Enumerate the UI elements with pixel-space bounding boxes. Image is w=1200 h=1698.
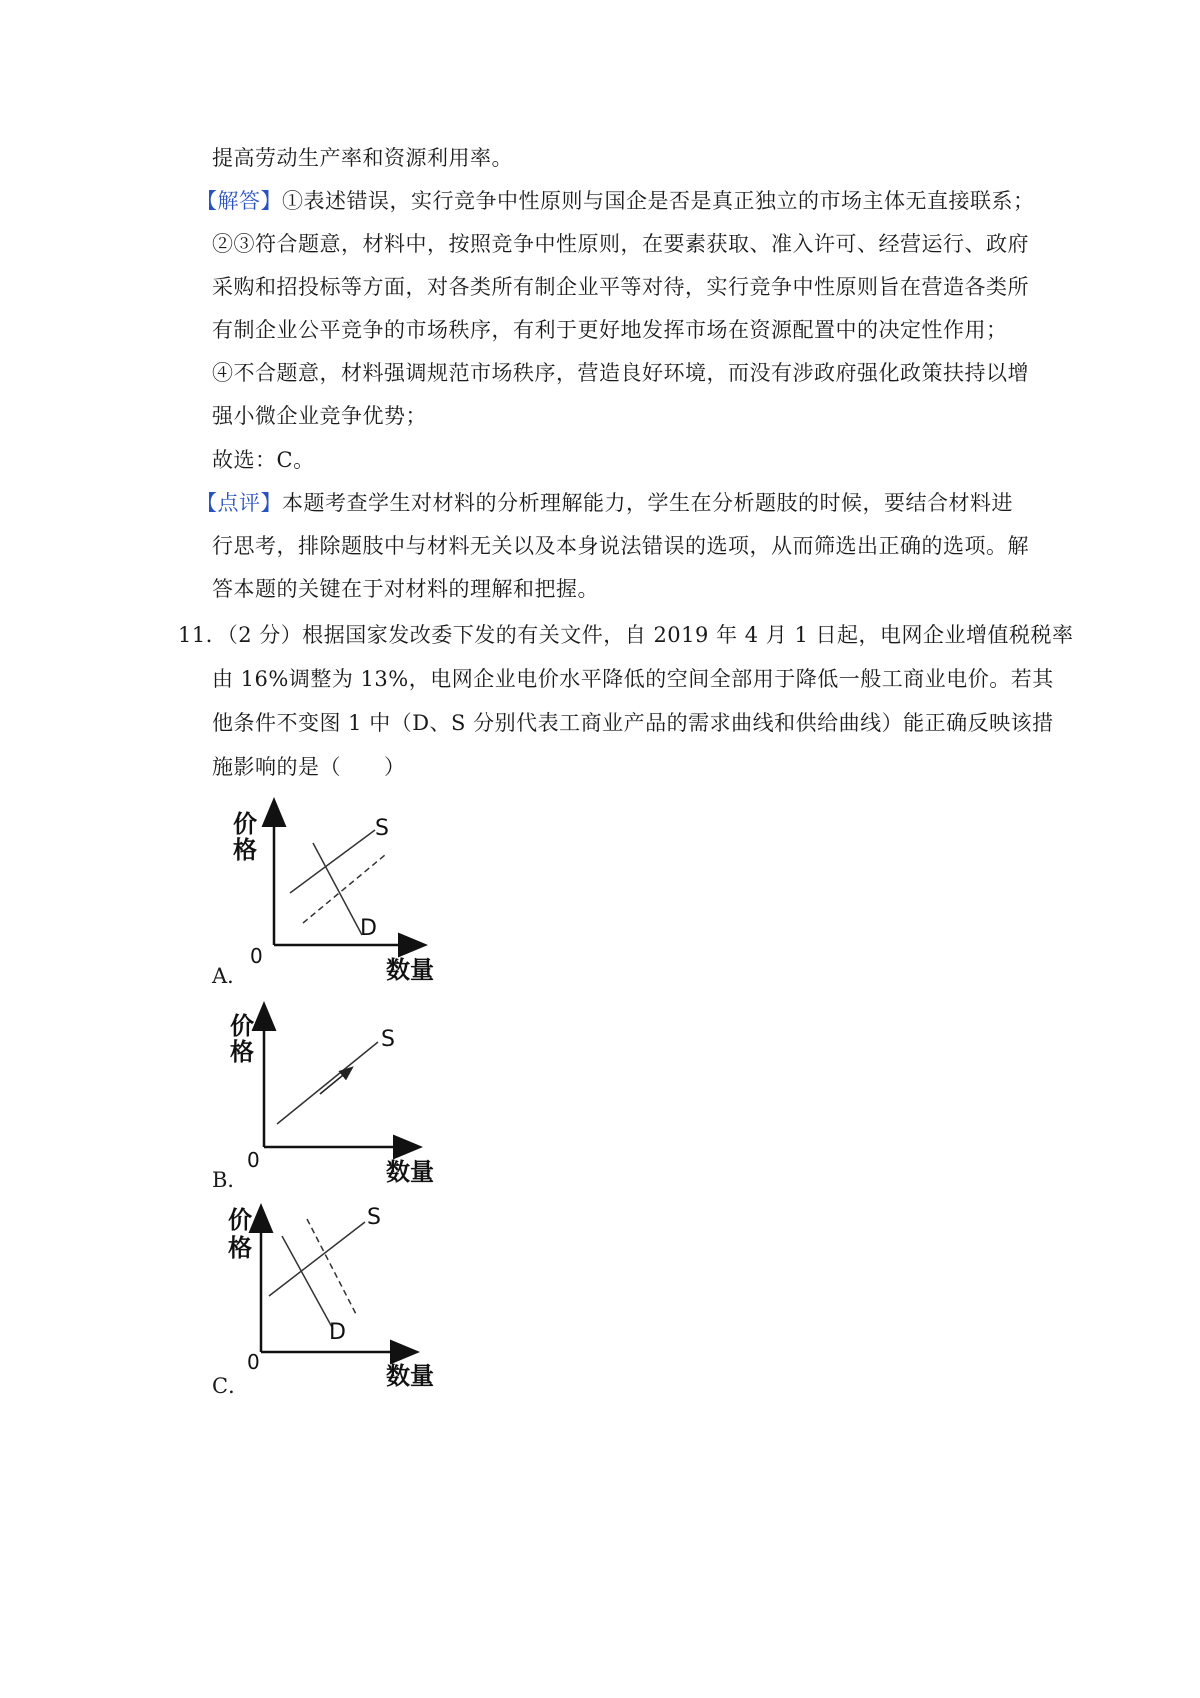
text-line: 故选：C。 xyxy=(212,448,315,472)
question-number: 11． xyxy=(178,623,228,647)
origin-label: 0 xyxy=(247,1350,260,1374)
text-line: 答本题的关键在于对材料的理解和把握。 xyxy=(212,577,599,601)
supply-curve xyxy=(269,1222,365,1296)
supply-label: S xyxy=(381,1027,395,1052)
question-line: 11．（2 分）根据国家发改委下发的有关文件，自 2019 年 4 月 1 日起，电网企业增值税税率 xyxy=(178,623,1074,647)
supply-label: S xyxy=(375,816,389,841)
text-line: ④不合题意，材料强调规范市场秩序，营造良好环境，而没有涉政府强化政策扶持以增 xyxy=(212,361,1029,385)
movement-arrow xyxy=(320,1071,348,1094)
origin-label: 0 xyxy=(247,1148,260,1172)
supply-curve xyxy=(277,1042,378,1124)
option-c-diagram xyxy=(228,1205,485,1414)
question-line: 他条件不变图 1 中（D、S 分别代表工商业产品的需求曲线和供给曲线）能正确反映该措 xyxy=(212,711,1054,735)
origin-label: 0 xyxy=(250,944,263,968)
x-axis-label: 数量 xyxy=(386,956,434,984)
text-line: 有制企业公平竞争的市场秩序，有利于更好地发挥市场在资源配置中的决定性作用； xyxy=(212,318,1008,342)
supply-demand-graph-a xyxy=(233,808,485,1008)
option-b-label[interactable]: B． xyxy=(212,1168,249,1192)
review-tag: 【点评】 xyxy=(196,491,282,515)
demand-curve xyxy=(282,1236,333,1329)
supply-demand-graph-b xyxy=(230,1012,485,1212)
option-a-diagram xyxy=(233,808,485,1008)
supply-demand-graph-c xyxy=(228,1205,485,1414)
text-line: 强小微企业竞争优势； xyxy=(212,404,427,428)
demand-curve xyxy=(313,843,362,935)
answer-line: 【解答】①表述错误，实行竞争中性原则与国企是否是真正独立的市场主体无直接联系； xyxy=(196,189,1035,213)
review-line: 【点评】本题考查学生对材料的分析理解能力，学生在分析题肢的时候，要结合材料进 xyxy=(196,491,1013,515)
text-line: 采购和招投标等方面，对各类所有制企业平等对待，实行竞争中性原则旨在营造各类所 xyxy=(212,275,1029,299)
text-line: ②③符合题意，材料中，按照竞争中性原则，在要素获取、准入许可、经营运行、政府 xyxy=(212,232,1029,256)
y-axis-label-1: 价 xyxy=(233,810,257,838)
x-axis-label: 数量 xyxy=(386,1362,434,1390)
question-line: 由 16%调整为 13%，电网企业电价水平降低的空间全部用于降低一般工商业电价。若其 xyxy=(212,667,1054,691)
shifted-supply-curve xyxy=(303,855,385,923)
demand-label: D xyxy=(360,916,377,941)
supply-label: S xyxy=(367,1205,381,1230)
supply-curve xyxy=(290,830,375,893)
y-axis-label-2: 格 xyxy=(230,1038,254,1066)
option-b-diagram xyxy=(230,1012,485,1212)
answer-tag: 【解答】 xyxy=(196,189,282,213)
option-a-label[interactable]: A． xyxy=(212,964,249,988)
x-axis-label: 数量 xyxy=(386,1158,434,1186)
option-c-label[interactable]: C． xyxy=(212,1374,250,1398)
y-axis-label-1: 价 xyxy=(228,1206,252,1234)
y-axis-label-2: 格 xyxy=(233,836,257,864)
y-axis-label-1: 价 xyxy=(230,1012,254,1040)
question-line: 施影响的是（ ） xyxy=(212,755,406,779)
text-line: 行思考，排除题肢中与材料无关以及本身说法错误的选项，从而筛选出正确的选项。解 xyxy=(212,534,1029,558)
text-line: 提高劳动生产率和资源利用率。 xyxy=(212,146,513,170)
y-axis-label-2: 格 xyxy=(228,1234,252,1262)
demand-label: D xyxy=(329,1320,346,1345)
